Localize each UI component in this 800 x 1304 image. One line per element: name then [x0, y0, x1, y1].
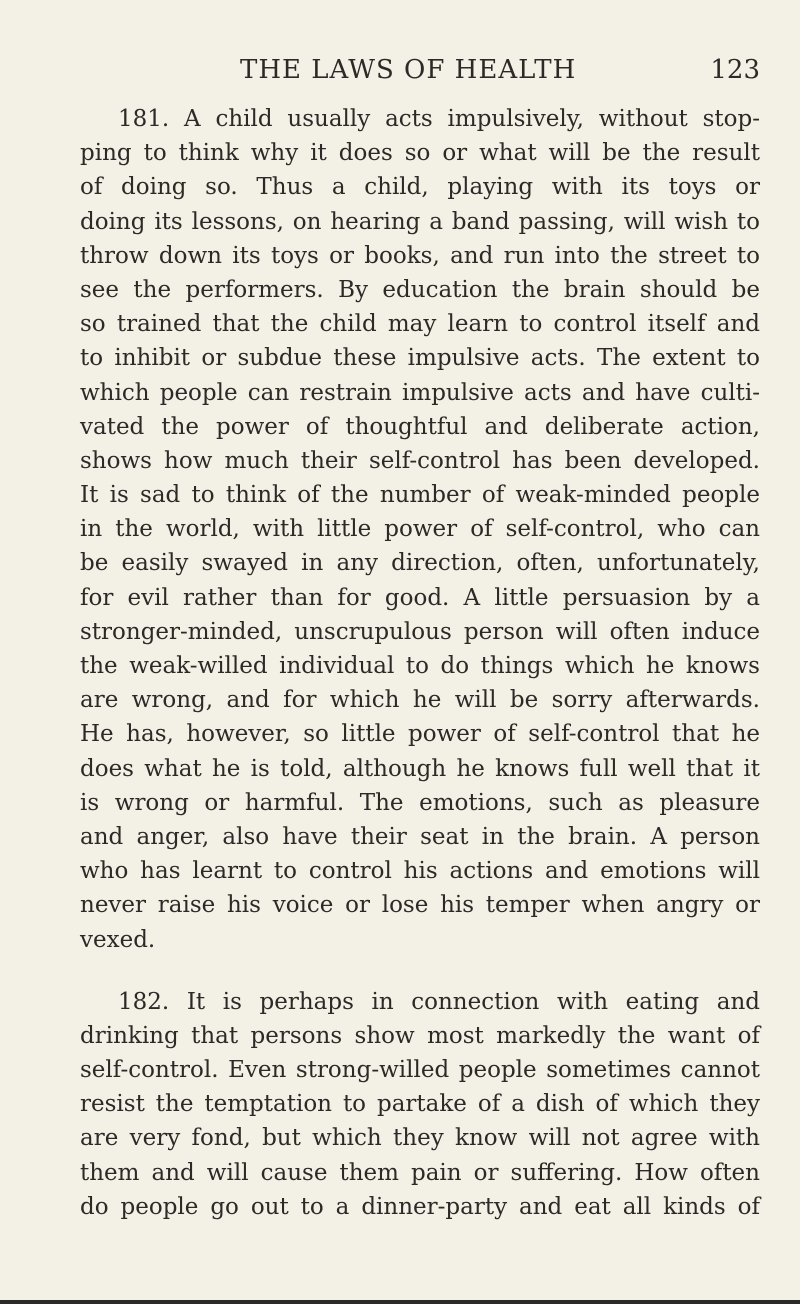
paragraph-gap [80, 957, 760, 985]
text-line: and anger, also have their seat in the brain. A person [80, 823, 760, 850]
text-line: drinking that persons show most markedly the want of [80, 1022, 760, 1049]
text-line: do people go out to a dinner-party and eat all kinds of [80, 1193, 760, 1220]
text-line: does what he is told, although he knows full well that it [80, 755, 760, 782]
text-line: so trained that the child may learn to control itself and [80, 311, 760, 338]
text-line: them and will cause them pain or suffering. How often [80, 1159, 760, 1186]
text-line: vexed. [80, 926, 156, 953]
text-line: It is sad to think of the number of weak-minded people [80, 482, 760, 509]
running-title: THE LAWS OF HEALTH [240, 55, 577, 85]
running-header [100, 55, 760, 95]
text-line: are wrong, and for which he will be sorry afterwards. [80, 687, 760, 714]
text-line: throw down its toys or books, and run into the street to [80, 242, 760, 269]
body-text [80, 102, 760, 1224]
page-bottom-edge [0, 1300, 800, 1304]
text-line: is wrong or harmful. The emotions, such as pleasure [80, 789, 760, 816]
text-line: are very fond, but which they know will not agree with [80, 1125, 760, 1152]
text-line: ping to think why it does so or what will be the result [80, 140, 760, 167]
paragraph-181 [80, 102, 760, 957]
text-line: doing its lessons, on hearing a band passing, will wish to [80, 208, 760, 235]
text-line: shows how much their self-control has been developed. [80, 447, 760, 474]
text-line: the weak-willed individual to do things which he knows [80, 653, 760, 679]
text-line: resist the temptation to partake of a dish of which they [80, 1091, 760, 1118]
text-line: be easily swayed in any direction, often, unfortunately, [80, 550, 760, 577]
text-line: stronger-minded, unscrupulous person will often induce [80, 618, 760, 645]
text-line: see the performers. By education the brain should be [80, 276, 760, 303]
text-line: 182. It is perhaps in connection with eating and [118, 988, 760, 1015]
text-line: in the world, with little power of self-control, who can [80, 516, 760, 543]
text-line: He has, however, so little power of self-control that he [80, 721, 760, 748]
text-line: never raise his voice or lose his temper when angry or [80, 892, 760, 919]
text-line: of doing so. Thus a child, playing with its toys or [80, 174, 760, 201]
text-line: who has learnt to control his actions and emotions will [80, 858, 760, 885]
text-line: 181. A child usually acts impulsively, without stop- [118, 106, 760, 132]
text-line: self-control. Even strong-willed people sometimes cannot [80, 1057, 760, 1084]
text-line: for evil rather than for good. A little persuasion by a [80, 584, 760, 611]
text-line: vated the power of thoughtful and deliberate action, [80, 413, 760, 440]
paragraph-182 [80, 985, 760, 1224]
text-line: to inhibit or subdue these impulsive acts. The extent to [80, 345, 760, 372]
page-number: 123 [710, 55, 760, 85]
text-line: which people can restrain impulsive acts and have culti- [80, 379, 760, 406]
